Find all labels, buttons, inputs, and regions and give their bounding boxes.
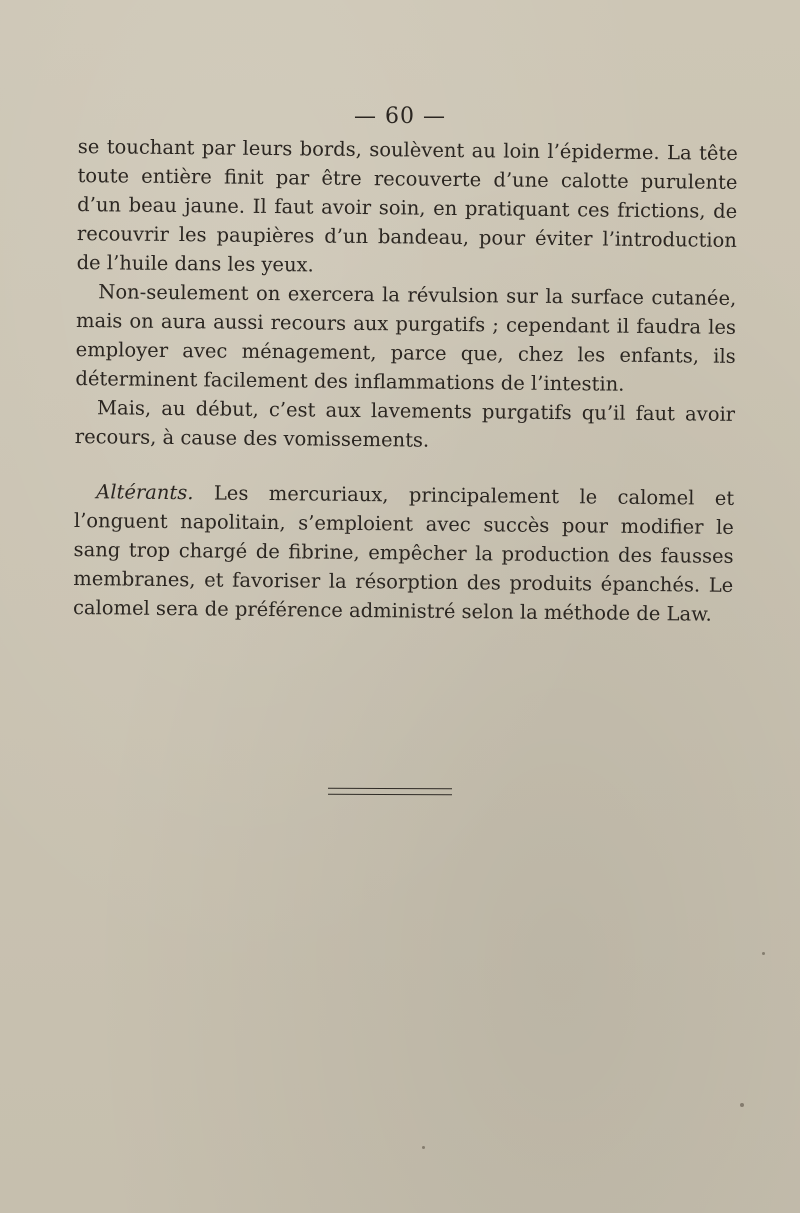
paragraph-lavements: Mais, au début, c’est aux lavements purgatifs qu’il faut avoir recours, à cause des vomissements. [74, 396, 736, 452]
body-text [73, 132, 738, 629]
paper-speck [740, 1103, 744, 1107]
paragraph-alterants-body: Les mercuriaux, principalement le calomel et l’onguent napolitain, s’emploient avec succès pour modifier le sang trop chargé de fibrine, empêcher la production des fausses membranes, et favoriser la résorption des produits épanchés. Le calomel sera de préférence administré selon la méthode de Law. [72, 481, 735, 626]
section-heading-alterants: Altérants. [96, 480, 194, 505]
paragraph-continuation: se touchant par leurs bords, soulèvent au loin l’épiderme. La tête toute entière finit par être recouverte d’une calotte purulente d’un beau jaune. Il faut avoir soin, en pratiquant ces frictions, de recouvrir les paupières d’un bandeau, pour éviter l’introduction de l’huile dans les yeux. [76, 134, 738, 277]
paragraph-alterants [73, 477, 734, 629]
page-number: — 60 — [354, 104, 446, 129]
end-rule [328, 788, 452, 795]
paragraph-revulsion: Non-seulement on exercera la révulsion sur la surface cutanée, mais on aura aussi recours aux purgatifs ; cependant il faudra les employer avec ménagement, parce que, chez les enfants, ils déterminent facilement des inflammations de l’intestin. [75, 280, 737, 396]
paper-speck [422, 1146, 425, 1149]
paper-speck [762, 952, 765, 955]
